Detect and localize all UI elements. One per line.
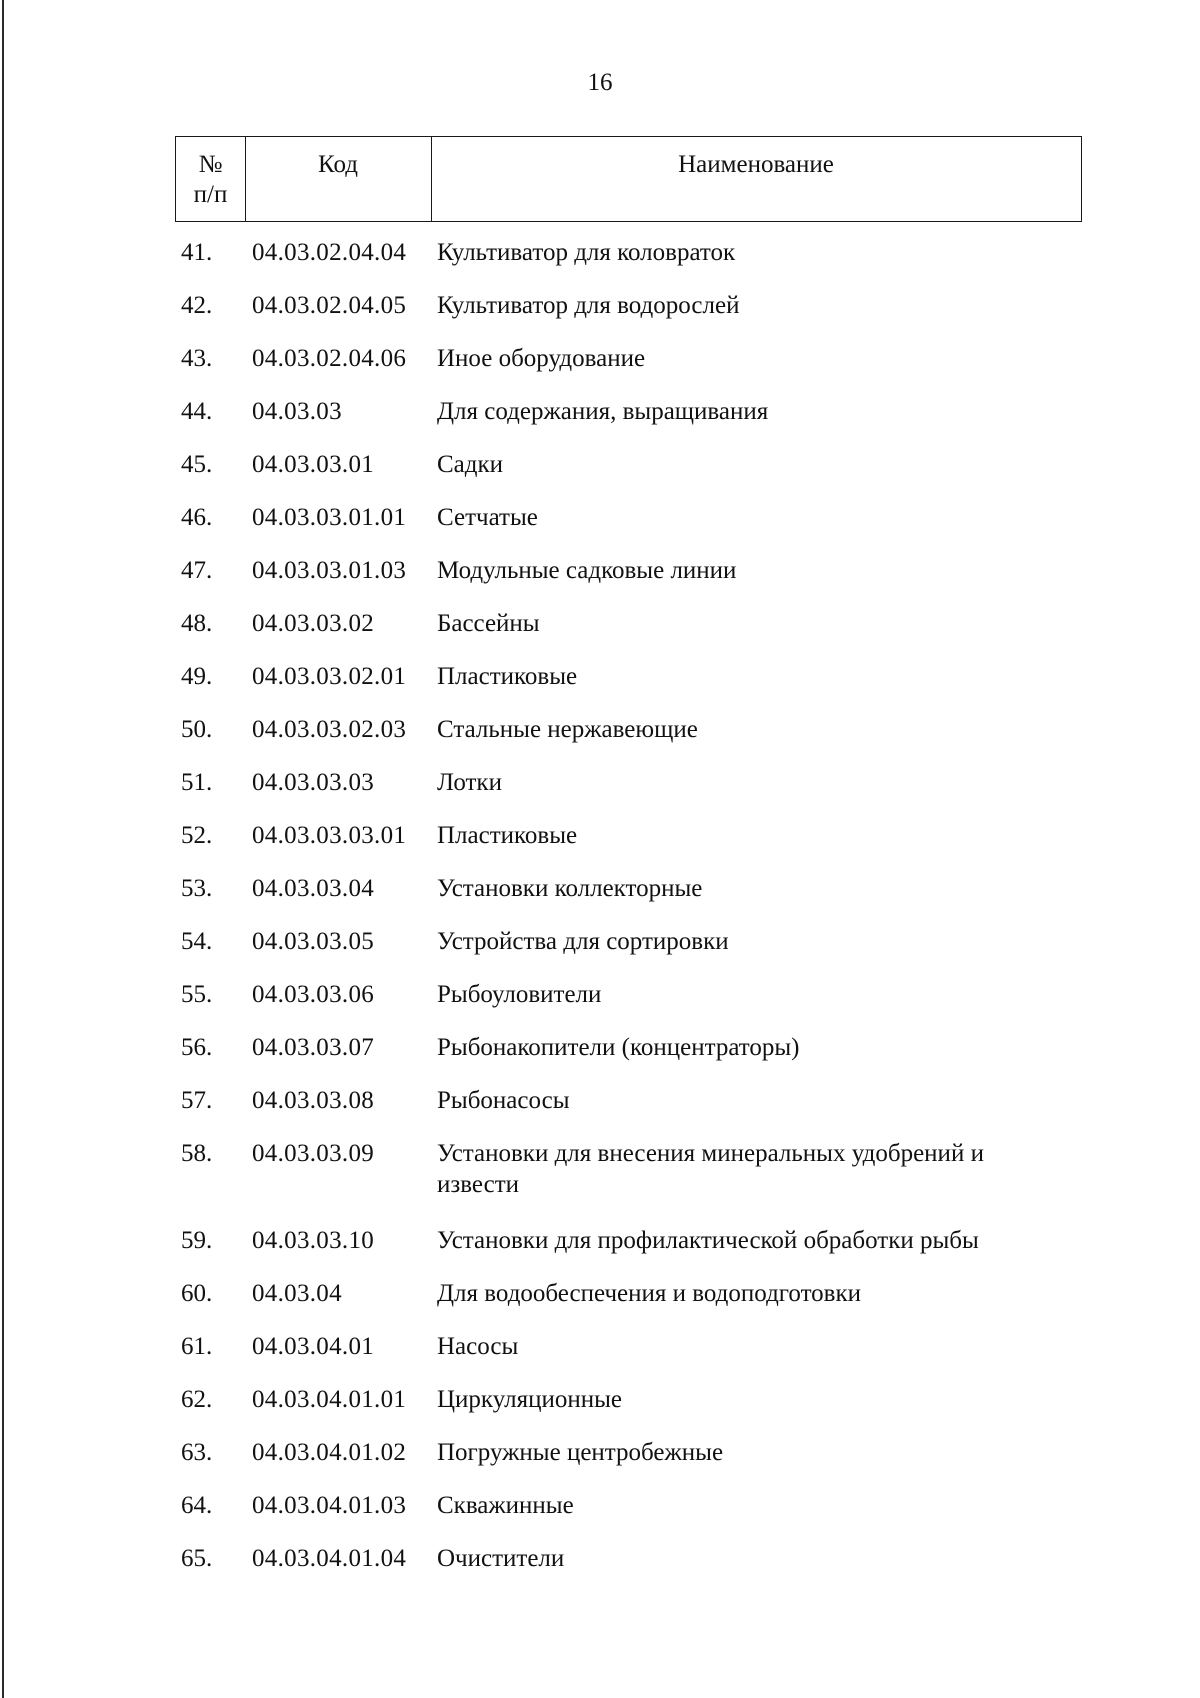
row-number: 48. <box>181 610 213 637</box>
row-number: 53. <box>181 875 213 902</box>
row-name: Установки коллекторные <box>437 875 703 902</box>
row-code: 04.03.04.01.02 <box>252 1439 407 1466</box>
row-name: Устройства для сортировки <box>437 928 729 955</box>
row-number: 43. <box>181 345 213 372</box>
table-header <box>175 136 1082 222</box>
row-code: 04.03.03.07 <box>252 1034 375 1061</box>
page-number: 16 <box>587 69 613 96</box>
row-name: Культиватор для водорослей <box>437 292 740 319</box>
row-number: 42. <box>181 292 213 319</box>
header-num-cell <box>176 150 245 210</box>
row-name: Для водообеспечения и водоподготовки <box>437 1280 862 1307</box>
row-number: 54. <box>181 928 213 955</box>
row-number: 57. <box>181 1087 213 1114</box>
row-name: Модульные садковые линии <box>437 557 737 584</box>
row-code: 04.03.03.09 <box>252 1140 375 1167</box>
row-number: 60. <box>181 1280 213 1307</box>
row-name: Установки для внесения минеральных удобрений и извести <box>437 1140 984 1198</box>
row-code: 04.03.03 <box>252 398 342 425</box>
row-name: Пластиковые <box>437 822 578 849</box>
row-number: 44. <box>181 398 213 425</box>
row-number: 47. <box>181 557 213 584</box>
row-number: 49. <box>181 663 213 690</box>
row-number: 45. <box>181 451 213 478</box>
header-code-cell: Код <box>318 151 358 178</box>
row-number: 62. <box>181 1386 213 1413</box>
row-name: Иное оборудование <box>437 345 646 372</box>
row-number: 61. <box>181 1333 213 1360</box>
row-code: 04.03.02.04.05 <box>252 292 407 319</box>
row-code: 04.03.02.04.04 <box>252 239 407 266</box>
row-code: 04.03.04.01.04 <box>252 1545 407 1572</box>
row-code: 04.03.03.02 <box>252 610 375 637</box>
row-name: Культиватор для коловраток <box>437 239 736 266</box>
row-number: 65. <box>181 1545 213 1572</box>
row-code: 04.03.03.03.01 <box>252 822 407 849</box>
row-code: 04.03.02.04.06 <box>252 345 407 372</box>
row-number: 46. <box>181 504 213 531</box>
row-name: Лотки <box>437 769 502 796</box>
header-name-cell: Наименование <box>678 151 834 178</box>
row-code: 04.03.03.01 <box>252 451 375 478</box>
row-code: 04.03.03.08 <box>252 1087 375 1114</box>
row-name: Стальные нержавеющие <box>437 716 698 743</box>
row-number: 64. <box>181 1492 213 1519</box>
row-number: 41. <box>181 239 213 266</box>
row-code: 04.03.03.10 <box>252 1227 375 1254</box>
row-number: 59. <box>181 1227 213 1254</box>
page-left-edge <box>2 0 4 1698</box>
row-code: 04.03.03.01.01 <box>252 504 407 531</box>
row-code: 04.03.04 <box>252 1280 342 1307</box>
row-name: Погружные центробежные <box>437 1439 724 1466</box>
row-number: 63. <box>181 1439 213 1466</box>
row-name: Пластиковые <box>437 663 578 690</box>
row-name: Садки <box>437 451 504 478</box>
row-number: 50. <box>181 716 213 743</box>
row-code: 04.03.03.04 <box>252 875 375 902</box>
row-code: 04.03.03.05 <box>252 928 375 955</box>
row-number: 58. <box>181 1140 213 1167</box>
row-code: 04.03.03.03 <box>252 769 375 796</box>
row-number: 51. <box>181 769 213 796</box>
row-name: Очистители <box>437 1545 565 1572</box>
row-name: Циркуляционные <box>437 1386 623 1413</box>
row-code: 04.03.03.02.03 <box>252 716 407 743</box>
row-code: 04.03.03.01.03 <box>252 557 407 584</box>
row-name: Рыбонакопители (концентраторы) <box>437 1034 800 1061</box>
row-number: 52. <box>181 822 213 849</box>
row-name: Установки для профилактической обработки рыбы <box>437 1227 979 1254</box>
row-name: Насосы <box>437 1333 519 1360</box>
row-code: 04.03.04.01.03 <box>252 1492 407 1519</box>
row-code: 04.03.04.01.01 <box>252 1386 407 1413</box>
row-name: Бассейны <box>437 610 540 637</box>
header-num-abbrev: п/п <box>193 181 228 208</box>
header-num-symbol: № <box>198 151 223 178</box>
row-code: 04.03.03.02.01 <box>252 663 407 690</box>
row-code: 04.03.03.06 <box>252 981 375 1008</box>
row-code: 04.03.04.01 <box>252 1333 375 1360</box>
row-name: Рыбоуловители <box>437 981 602 1008</box>
row-name: Сетчатые <box>437 504 538 531</box>
row-number: 55. <box>181 981 213 1008</box>
row-name: Для содержания, выращивания <box>437 398 769 425</box>
row-name: Скважинные <box>437 1492 574 1519</box>
row-name: Рыбонасосы <box>437 1087 570 1114</box>
row-number: 56. <box>181 1034 213 1061</box>
